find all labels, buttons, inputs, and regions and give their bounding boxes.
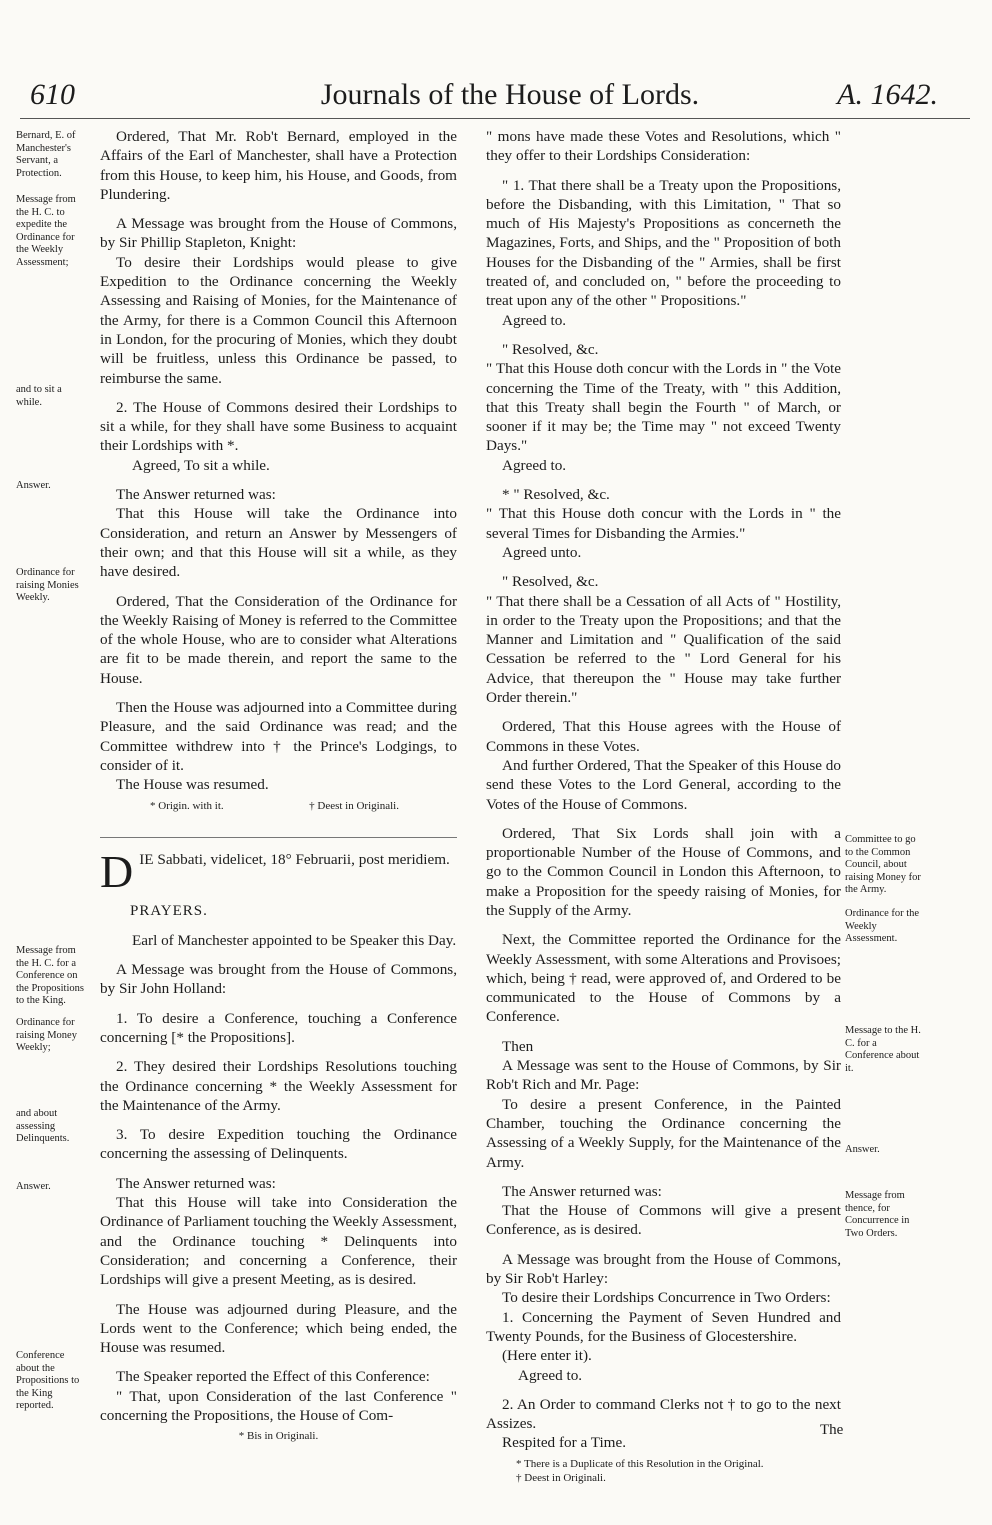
footnote: * Origin. with it. [150,799,224,812]
paragraph: The Speaker reported the Effect of this Conference: [116,1368,430,1386]
margin-note: Ordinance for raising Monies Weekly. [16,567,79,603]
paragraph: A Message was sent to the House of Commons, by Sir Rob't Rich and Mr. Page: [486,1057,841,1094]
paragraph: Agreed unto. [502,543,582,561]
paragraph: 2. The House of Commons desired their Lordships to sit a while, for they shall have some Business to acquaint their Lordships with *. [100,398,457,455]
day-initial: D [100,845,134,897]
paragraph: The House was resumed. [116,776,269,794]
paragraph: Agreed, To sit a while. [132,456,270,474]
paragraph: (Here enter it). [502,1347,592,1365]
paragraph: To desire a present Conference, in the Painted Chamber, touching the Ordinance concerning the Assessing of a Weekly Supply, for the Maintenance of the Army. [486,1095,841,1171]
paragraph: " mons have made these Votes and Resolutions, which " they offer to their Lordships Consideration: [486,128,841,165]
left-column [100,127,457,1443]
margin-note: and to sit a while. [16,384,62,408]
paragraph: The House was adjourned during Pleasure, and the Lords went to the Conference; which being ended, the House was resumed. [100,1300,457,1357]
paragraph: A Message was brought from the House of Commons, by Sir Phillip Stapleton, Knight: [100,215,457,252]
paragraph: Then [502,1037,534,1055]
margin-note: Message from thence, for Concurrence in Two Orders. [845,1190,910,1239]
paragraph: " Resolved, &c. [502,573,599,591]
paragraph: That this House will take into Consideration the Ordinance of Parliament touching the Weekly Assessment, and the Ordinance touching * Delinquents into Consideration; and concerning a Conference, their Lordships will give a present Meeting, as is desired. [100,1194,457,1289]
footnote: * Bis in Originali. [238,1430,319,1443]
paragraph: The Answer returned was: [116,486,276,504]
margin-note: Ordinance for the Weekly Assessment. [845,908,920,944]
paragraph: That the House of Commons will give a present Conference, as is desired. [486,1202,841,1239]
margin-note: Answer. [845,1144,880,1155]
paragraph: Agreed to. [502,456,567,474]
right-column [486,127,844,1485]
margin-note: Message to the H. C. for a Conference about it. [845,1025,921,1074]
margin-note: Answer. [16,1181,51,1192]
paragraph: To desire their Lordships would please to give Expedition to the Ordinance concerning the Weekly Assessing and Raising of Monies, for the Maintenance of the Army, for there is a Common Council this Afternoon in London, for the procuring of Monies, which they doubt will be fruitless, unless this Ordinance be passed, to reimburse the same. [100,253,457,387]
page-title: Journals of the House of Lords. [320,78,700,111]
page-number: 610 [30,78,75,111]
paragraph: A Message was brought from the House of Commons, by Sir Rob't Harley: [486,1250,841,1288]
margin-note: Conference about the Propositions to the King reported. [16,1350,80,1411]
paragraph: 1. Concerning the Payment of Seven Hundred and Twenty Pounds, for the Business of Glocestershire. [486,1308,841,1345]
paragraph: To desire their Lordships Concurrence in Two Orders: [502,1289,831,1307]
paragraph: Earl of Manchester appointed to be Speaker this Day. [132,931,457,949]
paragraph: " That there shall be a Cessation of all Acts of " Hostility, in order to the Treaty upon the Propositions; and that the Manner and Limitation and " Qualification of the said Cessation be referred to the " Lord General for his Advice, that thereupon the " House may take further Order therein." [486,592,841,707]
paragraph: 1. To desire a Conference, touching a Conference concerning [* the Propositions]. [100,1009,457,1046]
margin-note: Ordinance for raising Money Weekly; [16,1017,77,1053]
page-year: A. 1642. [837,78,938,111]
paragraph: A Message was brought from the House of Commons, by Sir John Holland: [100,961,457,998]
paragraph: * " Resolved, &c. [502,486,610,504]
margin-note: Committee to go to the Common Council, about raising Money for the Army. [845,834,921,895]
catchword: The [820,1422,844,1438]
paragraph: Ordered, That Six Lords shall join with a proportionable Number of the House of Commons, and go to the Common Council in London this Afternoon, to make a Proposition for the speedy raising of Monies, for the Supply of the Army. [486,824,841,919]
paragraph: " That, upon Consideration of the last Conference " concerning the Propositions, the House of Com- [100,1387,457,1425]
paragraph: That this House will take the Ordinance into Consideration, and return an Answer by Messengers of their own; and that this House will sit a while, as they have desired. [100,505,457,581]
paragraph: 2. They desired their Lordships Resolutions touching the Ordinance concerning * the Weekly Assessment for the Maintenance of the Army. [100,1058,457,1114]
paragraph: Agreed to. [518,1366,583,1384]
margin-note: Message from the H. C. for a Conference on the Propositions to the King. [16,945,84,1006]
paragraph: Then the House was adjourned into a Committee during Pleasure, and the said Ordinance was read; and the Committee withdrew into † the Prince's Lodgings, to consider of it. [100,699,457,774]
margin-note: Message from the H. C. to expedite the Ordinance for the Weekly Assessment; [16,194,76,268]
footnote: * There is a Duplicate of this Resolution in the Original. [516,1457,764,1470]
paragraph: " That this House doth concur with the Lords in " the Vote concerning the Time of the Treaty, with " this Addition, that this Treaty shall begin the Fourth " of March, or sooner if it may be; the Time may " not exceed Twenty Days." [486,360,841,455]
paragraph: Agreed to. [502,311,567,329]
margin-note: Answer. [16,480,51,491]
paragraph: Next, the Committee reported the Ordinance for the Weekly Assessment, with some Alterations and Provisoes; which, being † read, were approved of, and Ordered to be communicated to the House of Commons by a Conference. [486,931,841,1026]
paragraph: 3. To desire Expedition touching the Ordinance concerning the assessing of Delinquents. [100,1126,457,1163]
paragraph: Ordered, That Mr. Rob't Bernard, employed in the Affairs of the Earl of Manchester, shall have a Protection from this House, to keep him, his House, and Goods, from Plundering. [100,128,457,203]
paragraph: " That this House doth concur with the Lords in " the several Times for Disbanding the Armies." [486,505,841,542]
header-rule [20,118,970,119]
day-heading: IE Sabbati, videlicet, 18° Februarii, post meridiem. [139,850,450,868]
paragraph: The Answer returned was: [502,1182,662,1200]
margin-note: and about assessing Delinquents. [16,1108,70,1144]
paragraph: The Answer returned was: [116,1174,276,1192]
margin-note: Bernard, E. of Manchester's Servant, a Protection. [16,130,76,179]
footnote: † Deest in Originali. [309,799,399,812]
paragraph: " Resolved, &c. [502,340,599,358]
paragraph: 2. An Order to command Clerks not † to go to the next Assizes. [486,1395,841,1433]
paragraph: Ordered, That this House agrees with the House of Commons in these Votes. [486,718,841,755]
paragraph: Respited for a Time. [502,1434,627,1452]
footnote: † Deest in Originali. [516,1471,606,1484]
paragraph: " 1. That there shall be a Treaty upon the Propositions, before the Disbanding, with this Limitation, " That so much of His Majesty's Propositions as concerneth the Magazines, Forts, and Ships, and the " Proposition of both Houses for the Disbanding of the " Armies, shall be first treated of, and concluded on, " before the proceeding to treat upon any of the other " Propositions." [486,176,841,310]
paragraph: And further Ordered, That the Speaker of this House do send these Votes to the Lord General, according to the Votes of the House of Commons. [486,756,841,813]
prayers-heading: PRAYERS. [130,902,208,919]
paragraph: Ordered, That the Consideration of the Ordinance for the Weekly Raising of Money is referred to the Committee of the whole House, who are to consider what Alterations are fit to be made therein, and report the same to the House. [100,592,457,687]
